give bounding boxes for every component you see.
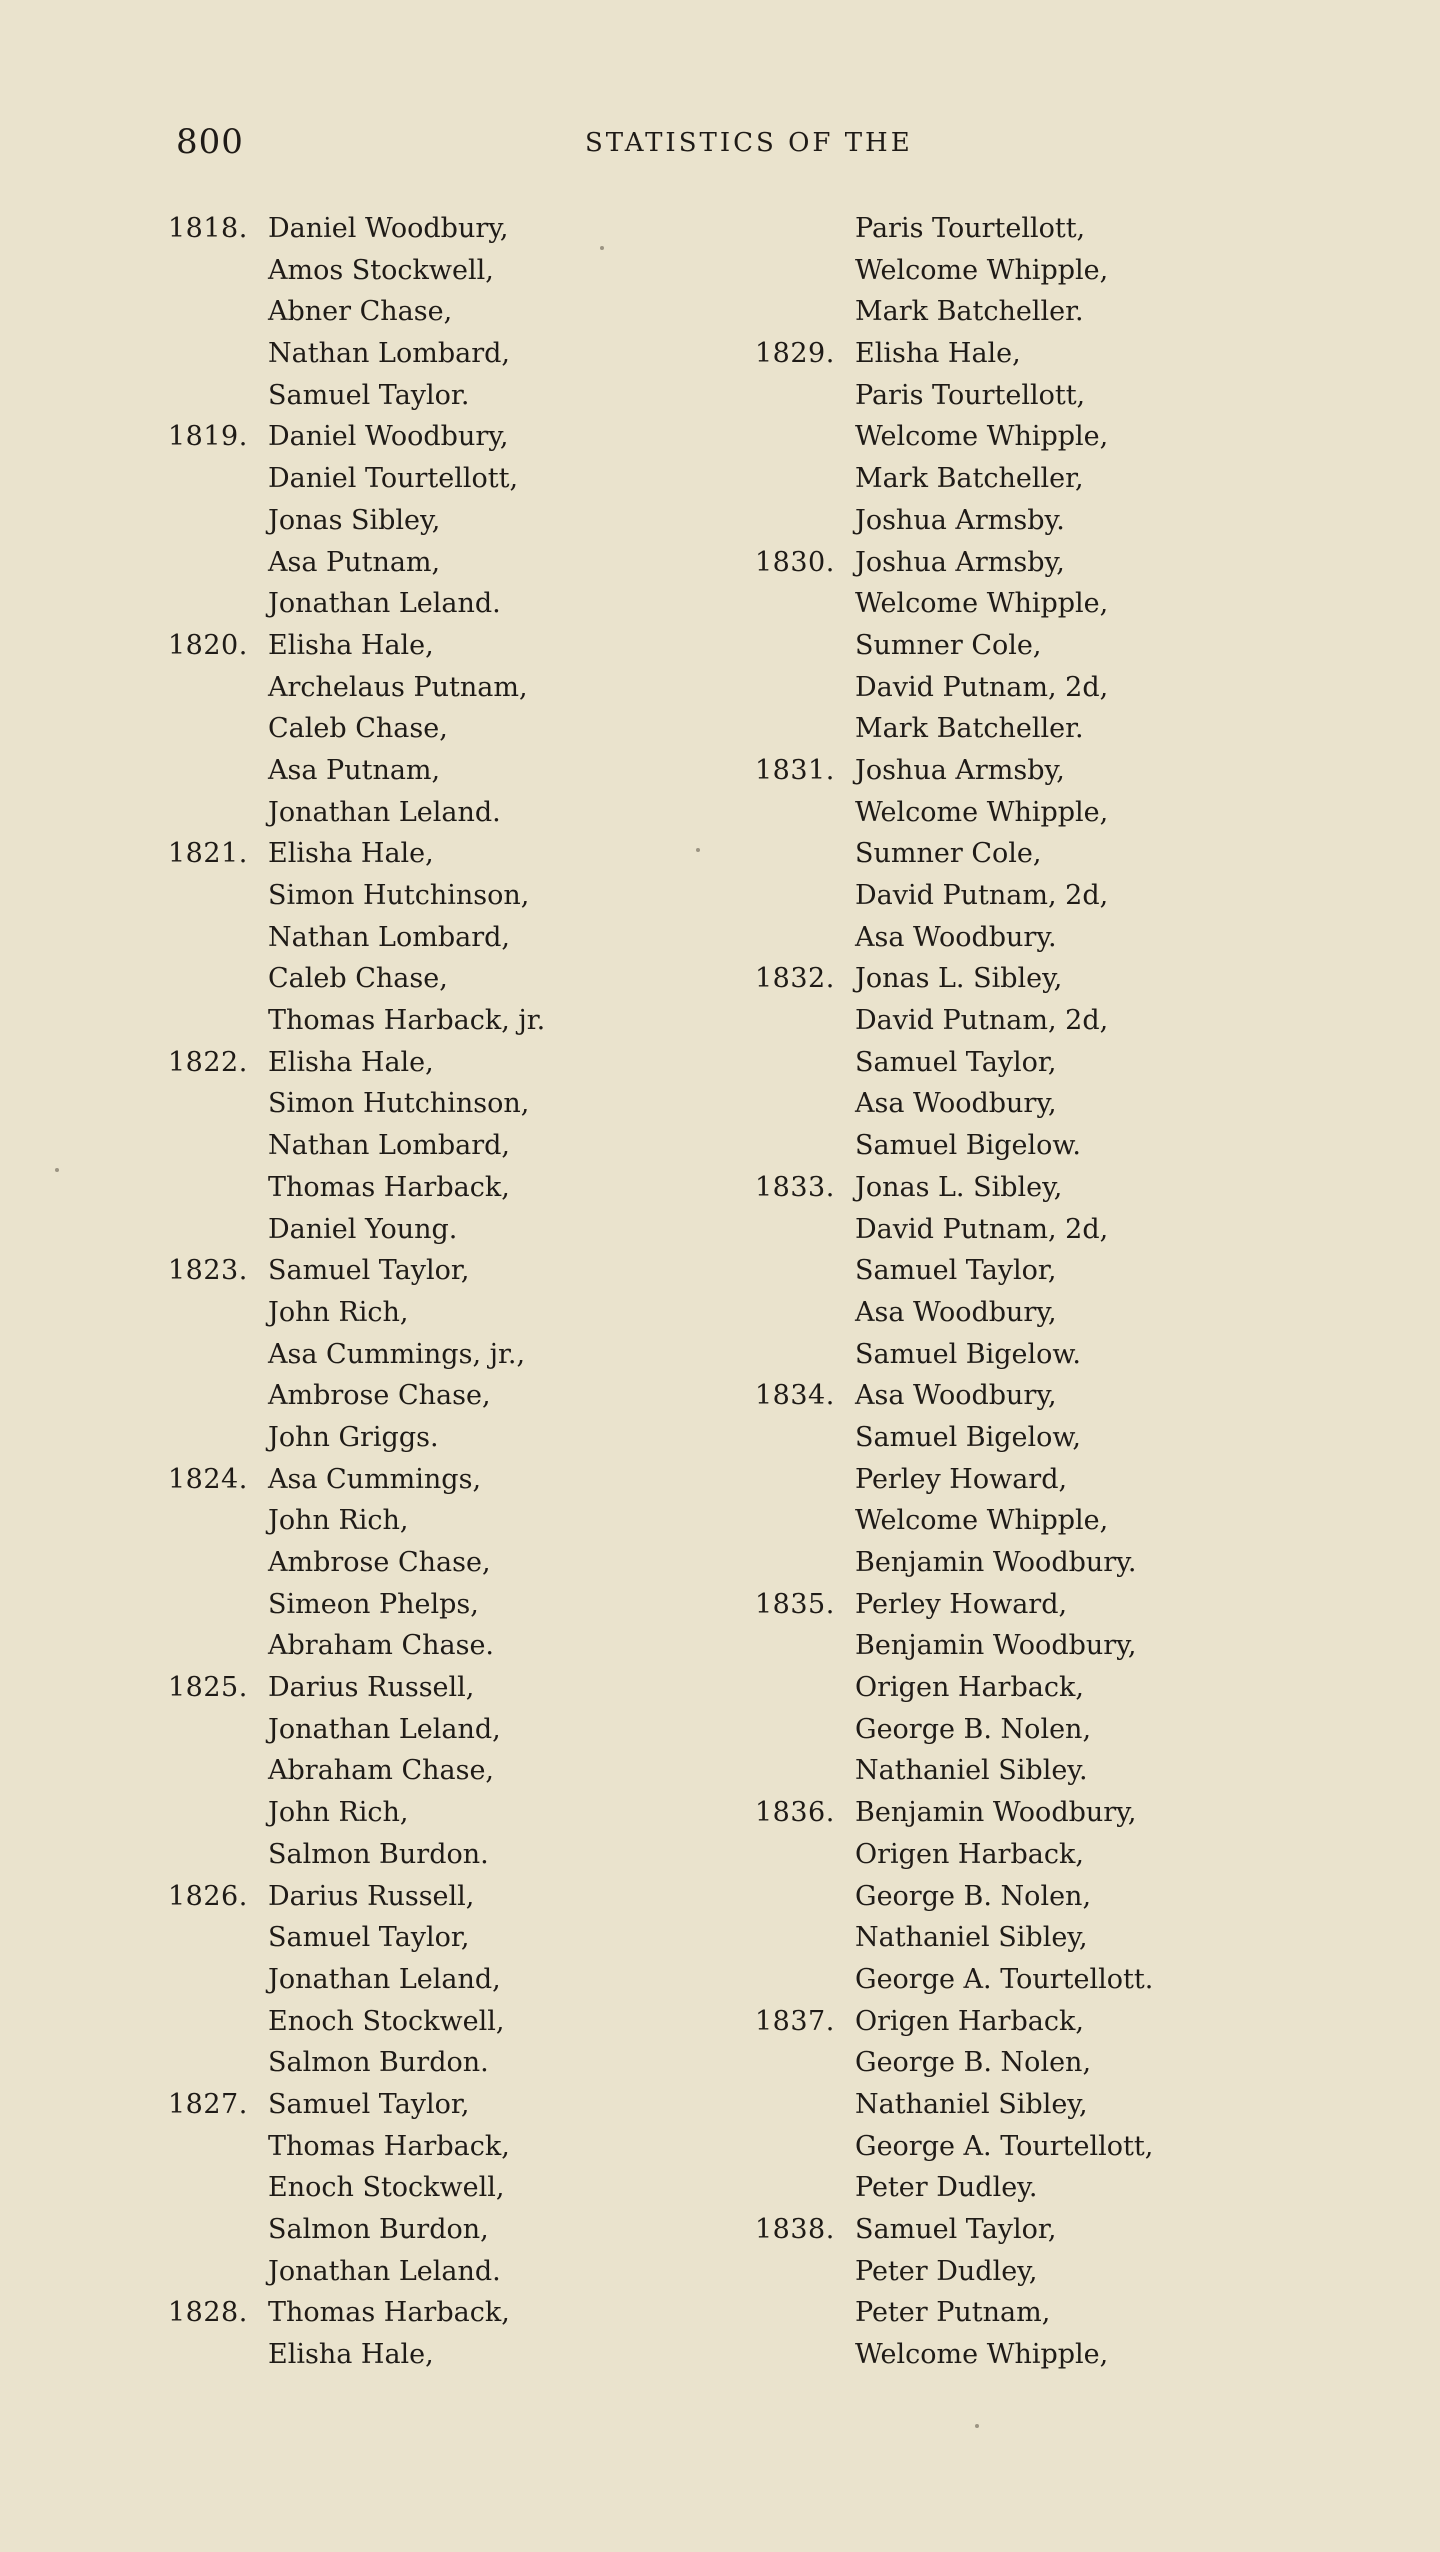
year-label: 1833. [755, 1171, 835, 1203]
year-label: 1818. [168, 213, 248, 244]
list-item [755, 833, 1275, 875]
list-item [168, 583, 628, 625]
officer-name: Elisha Hale, [268, 1046, 434, 1078]
list-item [755, 1876, 1275, 1918]
officer-name: Salmon Burdon, [268, 2214, 489, 2245]
year-label: 1838. [755, 2214, 835, 2245]
officer-name: Samuel Taylor, [855, 1255, 1057, 1287]
list-item [168, 1334, 628, 1376]
officer-name: Perley Howard, [855, 1463, 1068, 1495]
list-item [168, 1750, 628, 1792]
list-item [755, 1167, 1275, 1209]
list-item [168, 2251, 628, 2293]
list-item [755, 1917, 1275, 1959]
list-item [168, 2084, 628, 2126]
list-item [168, 1459, 628, 1501]
print-speck [696, 848, 700, 852]
year-label: 1829. [755, 338, 835, 370]
officer-name: David Putnam, 2d, [855, 880, 1109, 911]
officer-name: Nathaniel Sibley. [855, 1755, 1088, 1787]
year-label: 1831. [755, 754, 835, 786]
officer-name: Asa Woodbury. [855, 921, 1057, 953]
officer-name: Welcome Whipple, [855, 421, 1109, 453]
list-item [755, 1709, 1275, 1751]
list-item [755, 1542, 1275, 1584]
list-item [168, 1834, 628, 1876]
list-item [168, 1000, 628, 1042]
page-header [0, 122, 1440, 172]
officer-name: Enoch Stockwell, [268, 2005, 505, 2037]
list-item [755, 1750, 1275, 1792]
officer-name: Welcome Whipple, [855, 588, 1109, 620]
list-item [168, 1042, 628, 1084]
list-item [755, 2334, 1275, 2376]
officer-name: Daniel Woodbury, [268, 213, 509, 244]
officer-name: Mark Batcheller. [855, 713, 1084, 745]
list-item [755, 2167, 1275, 2209]
list-item [168, 1584, 628, 1626]
list-item [168, 1083, 628, 1125]
running-head: STATISTICS OF THE [585, 128, 913, 158]
officer-name: Origen Harback, [855, 1672, 1084, 1704]
officer-name: Abraham Chase. [268, 1630, 495, 1662]
officer-name: Nathan Lombard, [268, 1130, 510, 1162]
officer-name: Benjamin Woodbury, [855, 1630, 1137, 1662]
officer-name: Ambrose Chase, [268, 1380, 491, 1412]
officer-name: Samuel Taylor, [268, 1922, 470, 1954]
officer-name: John Rich, [268, 1505, 409, 1537]
officer-name: John Rich, [268, 1797, 409, 1829]
list-item [168, 667, 628, 709]
officer-name: Thomas Harback, [268, 2297, 510, 2329]
officer-name: Nathaniel Sibley, [855, 1922, 1088, 1954]
officer-name: Asa Putnam, [268, 754, 441, 786]
officer-name: Peter Dudley, [855, 2255, 1038, 2287]
officer-name: Asa Woodbury, [855, 1296, 1057, 1328]
list-item [168, 750, 628, 792]
year-label: 1826. [168, 1880, 248, 1912]
list-item [168, 1292, 628, 1334]
officer-name: Enoch Stockwell, [268, 2172, 505, 2204]
officer-name: Jonas L. Sibley, [855, 1171, 1063, 1203]
year-label: 1835. [755, 1588, 835, 1620]
officer-name: Salmon Burdon. [268, 1838, 489, 1870]
list-item [755, 1334, 1275, 1376]
list-item [755, 1375, 1275, 1417]
officer-name: Caleb Chase, [268, 713, 448, 745]
officer-name: Asa Putnam, [268, 546, 441, 578]
list-item [755, 875, 1275, 917]
list-item [168, 250, 628, 292]
officer-name: Samuel Taylor, [268, 2088, 470, 2120]
list-item [168, 458, 628, 500]
list-item [755, 1959, 1275, 2001]
officer-name: George A. Tourtellott, [855, 2130, 1154, 2162]
list-item [168, 500, 628, 542]
officer-name: Samuel Taylor, [855, 1046, 1057, 1078]
officer-name: Jonathan Leland. [268, 588, 501, 620]
year-label: 1834. [755, 1380, 835, 1412]
left-column [168, 208, 628, 2376]
officer-name: Jonathan Leland. [268, 2255, 501, 2287]
officer-name: Peter Dudley. [855, 2172, 1038, 2204]
officer-name: George B. Nolen, [855, 1880, 1092, 1912]
year-label: 1820. [168, 629, 248, 661]
officer-name: Nathaniel Sibley, [855, 2088, 1088, 2120]
list-item [755, 1250, 1275, 1292]
officer-name: Elisha Hale, [268, 2339, 434, 2371]
officer-name: Asa Cummings, [268, 1463, 482, 1495]
right-column [755, 208, 1275, 2376]
list-item [755, 2126, 1275, 2168]
year-label: 1823. [168, 1255, 248, 1287]
list-item [755, 2209, 1275, 2251]
officer-name: Ambrose Chase, [268, 1547, 491, 1578]
officer-name: Perley Howard, [855, 1588, 1068, 1620]
officer-name: George A. Tourtellott. [855, 1963, 1154, 1995]
officer-name: John Griggs. [268, 1421, 439, 1453]
year-label: 1821. [168, 838, 248, 870]
officer-name: Samuel Taylor, [855, 2214, 1057, 2245]
list-item [168, 792, 628, 834]
list-item [755, 2292, 1275, 2334]
officer-name: Samuel Taylor. [268, 379, 470, 411]
list-item [755, 1792, 1275, 1834]
list-item [168, 958, 628, 1000]
officer-name: Nathan Lombard, [268, 921, 510, 953]
list-item [755, 1083, 1275, 1125]
officer-name: Elisha Hale, [855, 338, 1021, 370]
officer-name: Asa Woodbury, [855, 1380, 1057, 1412]
list-item [755, 1042, 1275, 1084]
list-item [168, 1667, 628, 1709]
officer-name: David Putnam, 2d, [855, 1213, 1109, 1245]
list-item [168, 333, 628, 375]
list-item [755, 416, 1275, 458]
print-speck [975, 2424, 979, 2428]
officer-name: Origen Harback, [855, 2005, 1084, 2037]
year-label: 1830. [755, 546, 835, 578]
officer-name: Elisha Hale, [268, 629, 434, 661]
officer-name: Welcome Whipple, [855, 2339, 1109, 2371]
list-item [755, 1209, 1275, 1251]
list-item [168, 1542, 628, 1584]
list-item [755, 2042, 1275, 2084]
officer-name: Welcome Whipple, [855, 1505, 1109, 1537]
list-item [755, 1625, 1275, 1667]
officer-name: Samuel Bigelow. [855, 1338, 1081, 1370]
officer-name: David Putnam, 2d, [855, 1005, 1109, 1037]
list-item [168, 1709, 628, 1751]
list-item [168, 1792, 628, 1834]
officer-name: Amos Stockwell, [268, 254, 494, 286]
officer-name: Asa Woodbury, [855, 1088, 1057, 1120]
list-item [755, 333, 1275, 375]
list-item [755, 1417, 1275, 1459]
officer-name: Welcome Whipple, [855, 254, 1109, 286]
officer-name: Jonas L. Sibley, [855, 963, 1063, 995]
year-label: 1836. [755, 1797, 835, 1829]
officer-name: Simeon Phelps, [268, 1588, 479, 1620]
list-item [168, 208, 628, 250]
year-label: 1822. [168, 1046, 248, 1078]
year-label: 1828. [168, 2297, 248, 2329]
list-item [168, 416, 628, 458]
list-item [755, 958, 1275, 1000]
list-item [168, 917, 628, 959]
officer-name: Paris Tourtellott, [855, 379, 1086, 411]
officer-name: Archelaus Putnam, [268, 671, 528, 703]
list-item [168, 1876, 628, 1918]
print-speck [600, 246, 604, 250]
officer-name: Daniel Young. [268, 1213, 458, 1245]
list-item [755, 2001, 1275, 2043]
officer-name: Benjamin Woodbury, [855, 1797, 1137, 1829]
officer-name: Daniel Woodbury, [268, 421, 509, 453]
officer-name: John Rich, [268, 1296, 409, 1328]
officer-name: Abner Chase, [268, 296, 453, 328]
officer-name: Daniel Tourtellott, [268, 463, 519, 495]
list-item [168, 1167, 628, 1209]
officer-name: Simon Hutchinson, [268, 1088, 530, 1120]
list-item [755, 917, 1275, 959]
list-item [168, 1959, 628, 2001]
year-label: 1824. [168, 1463, 248, 1495]
officer-name: Abraham Chase, [268, 1755, 495, 1787]
officer-name: George B. Nolen, [855, 2047, 1092, 2079]
officer-name: Caleb Chase, [268, 963, 448, 995]
list-item [168, 2334, 628, 2376]
officer-name: Peter Putnam, [855, 2297, 1051, 2329]
list-item [168, 2167, 628, 2209]
list-item [168, 875, 628, 917]
list-item [755, 250, 1275, 292]
list-item [755, 208, 1275, 250]
list-item [755, 458, 1275, 500]
officer-name: Mark Batcheller. [855, 296, 1084, 328]
list-item [168, 1625, 628, 1667]
list-item [755, 667, 1275, 709]
list-item [755, 375, 1275, 417]
list-item [755, 1125, 1275, 1167]
officer-name: Samuel Bigelow. [855, 1130, 1081, 1162]
officer-name: Paris Tourtellott, [855, 213, 1086, 244]
year-label: 1819. [168, 421, 248, 453]
officer-name: David Putnam, 2d, [855, 671, 1109, 703]
year-label: 1825. [168, 1672, 248, 1704]
list-item [168, 1125, 628, 1167]
officer-name: Origen Harback, [855, 1838, 1084, 1870]
officer-name: Welcome Whipple, [855, 796, 1109, 828]
list-item [755, 1000, 1275, 1042]
list-item [168, 708, 628, 750]
officer-name: Benjamin Woodbury. [855, 1547, 1137, 1578]
list-item [168, 542, 628, 584]
list-item [755, 792, 1275, 834]
list-item [168, 291, 628, 333]
officer-name: Sumner Cole, [855, 838, 1042, 870]
list-item [168, 2001, 628, 2043]
officer-name: George B. Nolen, [855, 1713, 1092, 1745]
list-item [168, 2209, 628, 2251]
officer-name: Salmon Burdon. [268, 2047, 489, 2079]
officer-name: Samuel Bigelow, [855, 1421, 1081, 1453]
list-item [755, 2251, 1275, 2293]
list-item [755, 1459, 1275, 1501]
list-item [755, 708, 1275, 750]
officer-name: Joshua Armsby. [855, 504, 1065, 536]
officer-name: Asa Cummings, jr., [268, 1338, 526, 1370]
officer-name: Darius Russell, [268, 1672, 475, 1704]
officer-name: Darius Russell, [268, 1880, 475, 1912]
list-item [168, 1417, 628, 1459]
list-item [168, 2126, 628, 2168]
list-item [755, 1584, 1275, 1626]
officer-name: Jonathan Leland, [268, 1963, 501, 1995]
officer-name: Joshua Armsby, [855, 546, 1065, 578]
officer-name: Simon Hutchinson, [268, 880, 530, 911]
list-item [168, 1375, 628, 1417]
officer-name: Sumner Cole, [855, 629, 1042, 661]
year-label: 1837. [755, 2005, 835, 2037]
page-number: 800 [176, 122, 244, 162]
officer-name: Jonathan Leland. [268, 796, 501, 828]
list-item [755, 2084, 1275, 2126]
list-item [168, 1917, 628, 1959]
list-item [755, 583, 1275, 625]
list-item [755, 500, 1275, 542]
officer-name: Thomas Harback, [268, 2130, 510, 2162]
list-item [755, 1834, 1275, 1876]
list-item [755, 1500, 1275, 1542]
officer-name: Thomas Harback, [268, 1171, 510, 1203]
list-item [168, 1500, 628, 1542]
list-item [168, 2292, 628, 2334]
officer-name: Mark Batcheller, [855, 463, 1084, 495]
officer-name: Joshua Armsby, [855, 754, 1065, 786]
list-item [755, 542, 1275, 584]
list-item [168, 833, 628, 875]
year-label: 1832. [755, 963, 835, 995]
list-item [168, 1209, 628, 1251]
officer-name: Jonathan Leland, [268, 1713, 501, 1745]
list-item [168, 375, 628, 417]
officer-name: Jonas Sibley, [268, 504, 441, 536]
list-item [755, 750, 1275, 792]
list-item [755, 625, 1275, 667]
list-item [755, 1292, 1275, 1334]
officer-name: Thomas Harback, jr. [268, 1005, 546, 1037]
officer-name: Elisha Hale, [268, 838, 434, 870]
officer-name: Samuel Taylor, [268, 1255, 470, 1287]
list-item [168, 625, 628, 667]
list-item [755, 291, 1275, 333]
list-item [168, 1250, 628, 1292]
print-speck [55, 1168, 59, 1172]
officer-name: Nathan Lombard, [268, 338, 510, 370]
year-label: 1827. [168, 2088, 248, 2120]
list-item [168, 2042, 628, 2084]
list-item [755, 1667, 1275, 1709]
